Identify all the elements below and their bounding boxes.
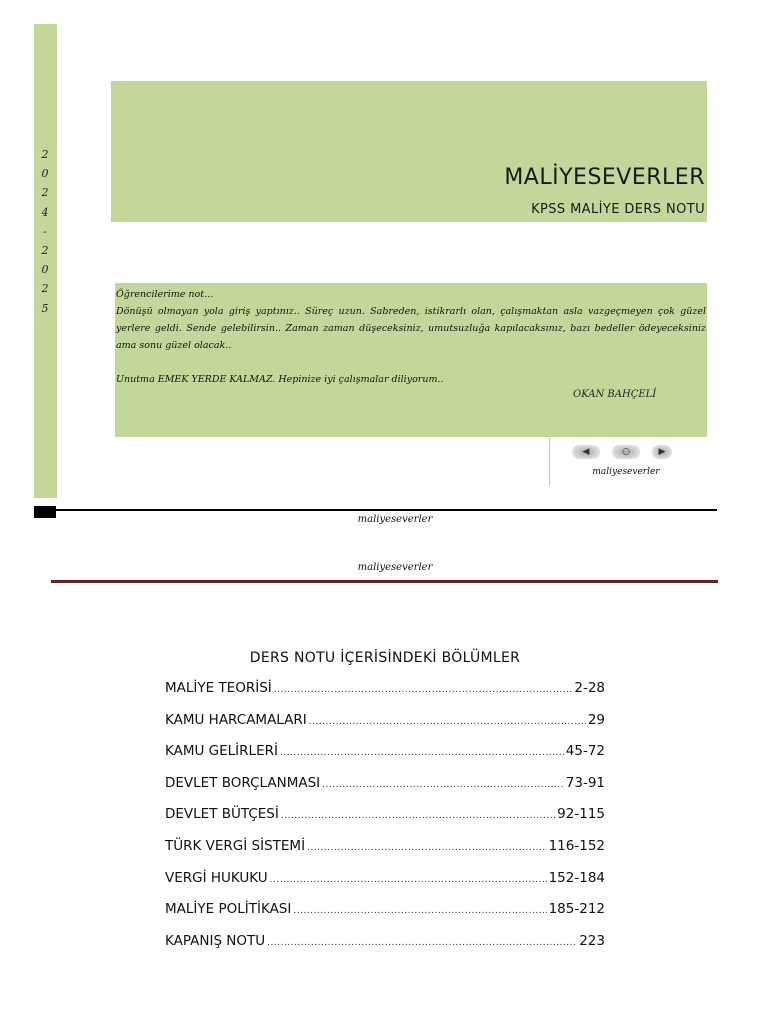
toc-label: TÜRK VERGİ SİSTEMİ xyxy=(165,837,306,854)
year-char: 2 xyxy=(41,148,49,161)
toc-row[interactable] xyxy=(165,743,605,775)
toc-page-range: 73-91 xyxy=(565,774,605,791)
toc-page-range: 152-184 xyxy=(548,869,605,886)
toc-page-range: 223 xyxy=(579,932,605,949)
toc-page-range: 29 xyxy=(587,711,605,728)
toc-row[interactable] xyxy=(165,680,605,712)
circle-icon: ○ xyxy=(622,447,630,457)
year-char: 0 xyxy=(41,167,49,181)
note-closing: Unutma EMEK YERDE KALMAZ. Hepinize iyi çalışmalar diliyorum.. xyxy=(116,374,444,385)
arrow-right-icon: ▶ xyxy=(658,447,666,457)
brand-subtitle: KPSS MALİYE DERS NOTU xyxy=(531,202,705,217)
home-button[interactable] xyxy=(612,445,640,459)
toc-label: DEVLET BÜTÇESİ xyxy=(165,806,279,823)
toc-label: MALİYE POLİTİKASI xyxy=(165,901,292,918)
note-text xyxy=(116,286,706,388)
year-char: 0 xyxy=(41,263,49,277)
prev-button[interactable] xyxy=(572,445,600,459)
footer-caption: maliyeseverler xyxy=(357,514,433,525)
toc-page-range: 116-152 xyxy=(548,837,605,854)
toc-label: DEVLET BORÇLANMASI xyxy=(165,774,321,791)
year-char: 5 xyxy=(41,301,49,315)
nav-caption: maliyeseverler xyxy=(592,467,660,477)
toc-leader-dots xyxy=(270,875,547,885)
toc-page-range: 92-115 xyxy=(557,806,605,823)
student-note-box xyxy=(115,283,707,437)
toc-leader-dots xyxy=(307,843,547,853)
toc-label: MALİYE TEORİSİ xyxy=(165,680,272,696)
toc-leader-dots xyxy=(281,811,555,821)
black-marker-block xyxy=(34,506,56,518)
note-paragraph: Dönüşü olmayan yola giriş yaptınız.. Süreç uzun. Sabreden, istikrarlı olan, çalışmaktan asla vazgeçmeyen çok güzel yerlere geldi. Sende gelebilirsin.. Zaman zaman düşeceksiniz, umutsuzluğa kapılacaksınız, bazı bedeller ödeyeceksiniz ama sonu güzel olacak.. xyxy=(116,306,706,351)
year-char: 2 xyxy=(41,244,49,258)
footer-caption: maliyeseverler xyxy=(357,562,433,573)
toc-row[interactable] xyxy=(165,933,605,965)
toc-leader-dots xyxy=(309,717,586,727)
note-signature: OKAN BAHÇELİ xyxy=(573,389,657,400)
toc-leader-dots xyxy=(280,748,564,758)
toc-label: KAPANIŞ NOTU xyxy=(165,932,266,949)
toc-label: VERGİ HUKUKU xyxy=(165,869,268,886)
toc-row[interactable] xyxy=(165,712,605,744)
toc-label: KAMU GELİRLERİ xyxy=(165,743,278,760)
nav-divider xyxy=(549,438,550,486)
toc-row[interactable] xyxy=(165,870,605,902)
year-char: - xyxy=(43,224,47,238)
header-banner xyxy=(111,81,707,222)
toc-page-range: 185-212 xyxy=(548,901,605,918)
year-char: 2 xyxy=(41,282,49,296)
toc-leader-dots xyxy=(322,780,564,790)
toc-row[interactable] xyxy=(165,775,605,807)
year-char: 2 xyxy=(41,186,49,200)
year-char: 4 xyxy=(41,205,49,219)
toc-row[interactable] xyxy=(165,901,605,933)
toc-heading: DERS NOTU İÇERİSİNDEKİ BÖLÜMLER xyxy=(249,650,521,666)
note-greeting: Öğrencilerime not… xyxy=(116,289,214,300)
next-button[interactable] xyxy=(652,445,672,459)
toc-page-range: 45-72 xyxy=(565,743,605,760)
brand-title: MALİYESEVERLER xyxy=(504,165,705,190)
page-nav-controls xyxy=(572,444,676,462)
year-range-vertical xyxy=(38,145,52,318)
toc-leader-dots xyxy=(267,938,577,948)
toc-leader-dots xyxy=(293,906,546,916)
brown-divider-line xyxy=(51,580,718,583)
arrow-left-icon: ◀ xyxy=(582,447,590,457)
black-divider-line xyxy=(56,509,717,511)
toc-label: KAMU HARCAMALARI xyxy=(165,711,307,728)
toc-page-range: 2-28 xyxy=(574,680,605,696)
toc-row[interactable] xyxy=(165,806,605,838)
table-of-contents xyxy=(165,680,605,964)
toc-leader-dots xyxy=(274,685,573,695)
toc-row[interactable] xyxy=(165,838,605,870)
